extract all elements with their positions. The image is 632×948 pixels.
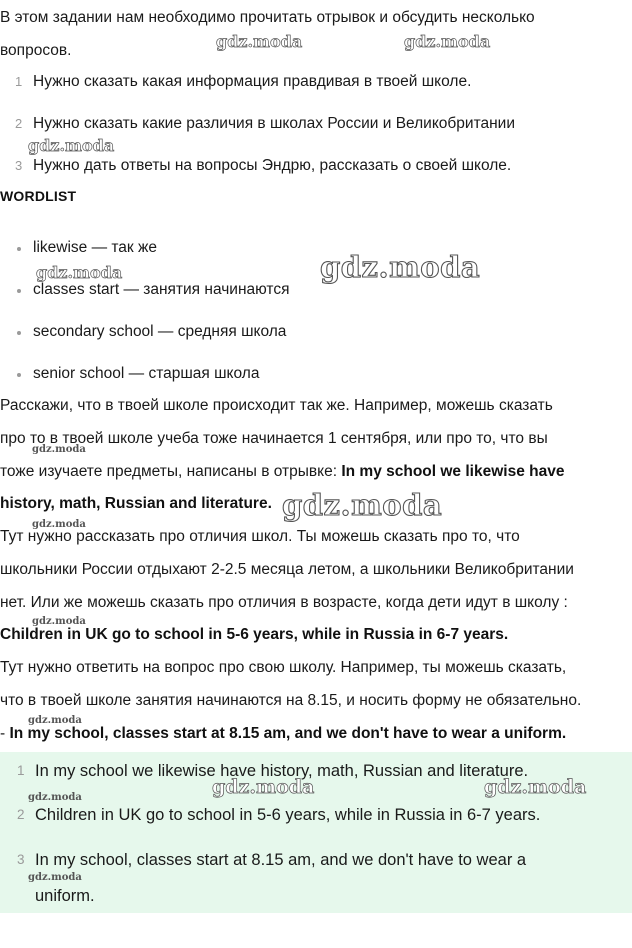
answer-number: 2 [17, 807, 25, 822]
watermark-logo: gdz.moda [32, 519, 86, 530]
watermark-logo: gdz.moda [32, 616, 86, 627]
bullet-icon [17, 373, 21, 377]
example-answer: history, math, Russian and literature. [0, 495, 272, 513]
intro-line: вопросов. [0, 41, 72, 59]
task-text: Нужно дать ответы на вопросы Эндрю, рассказать о своей школе. [33, 157, 512, 174]
explanation-line: школьники России отдыхают 2-2.5 месяца летом, а школьники Великобритании [0, 560, 574, 578]
explanation-line [0, 456, 630, 489]
example-answer: In my school, classes start at 8.15 am, and we don't have to wear a uniform. [9, 724, 567, 742]
answer-text: Children in UK go to school in 5-6 years, while in Russia in 6-7 years. [35, 806, 541, 824]
watermark-logo: gdz.moda [320, 250, 481, 284]
example-answer: In my school we likewise have [341, 462, 565, 480]
answer-text: uniform. [35, 887, 95, 905]
explanation-line: Тут нужно ответить на вопрос про свою школу. Например, ты можешь сказать, [0, 659, 567, 676]
answers-block [0, 752, 632, 913]
task-number: 3 [15, 158, 23, 173]
intro-paragraph [0, 2, 630, 68]
explanation-line: Тут нужно рассказать про отличия школ. Ты можешь сказать про то, что [0, 528, 520, 545]
task-text: Нужно сказать какие различия в школах России и Великобритании [33, 115, 515, 132]
explanation-paragraph-1 [0, 390, 630, 521]
explanation-line [0, 619, 630, 652]
watermark-logo: gdz.moda [28, 136, 115, 155]
watermark-logo: gdz.moda [28, 872, 82, 883]
answer-number: 1 [17, 763, 25, 778]
watermark-logo: gdz.moda [212, 776, 315, 798]
watermark-logo: gdz.moda [216, 32, 303, 51]
task-text: Нужно сказать какая информация правдивая в твоей школе. [33, 73, 472, 90]
wordlist-text: senior school — старшая школа [33, 365, 260, 382]
task-number: 1 [15, 74, 23, 89]
task-number: 2 [15, 116, 23, 131]
explanation-line: что в твоей школе занятия начинаются на 8.15, и носить форму не обязательно. [0, 691, 582, 709]
explanation-line: про то в твоей школе учеба тоже начинается 1 сентября, или про то, что вы [0, 429, 548, 447]
explanation-paragraph-3 [0, 652, 630, 750]
answer-text: In my school we likewise have history, math, Russian and literature. [35, 762, 529, 780]
answer-number: 3 [17, 852, 25, 867]
answer-text: In my school, classes start at 8.15 am, and we don't have to wear a [35, 851, 527, 869]
explanation-line: нет. Или же можешь сказать про отличия в возрасте, когда дети идут в школу : [0, 593, 568, 611]
explanation-line [0, 718, 630, 751]
watermark-logo: gdz.moda [484, 776, 587, 798]
explanation-paragraph-2 [0, 521, 630, 652]
bullet-icon [17, 289, 21, 293]
wordlist-text: secondary school — средняя школа [33, 323, 287, 340]
watermark-logo: gdz.moda [32, 444, 86, 455]
watermark-logo: gdz.moda [404, 32, 491, 51]
explanation-line [0, 488, 630, 521]
watermark-logo: gdz.moda [28, 715, 82, 726]
bullet-icon [17, 247, 21, 251]
explanation-text: тоже изучаете предметы, написаны в отрывке: [0, 462, 342, 480]
wordlist-text: classes start — занятия начинаются [33, 281, 290, 298]
wordlist-text: likewise — так же [33, 239, 157, 256]
explanation-line: Расскажи, что в твоей школе происходит так же. Например, можешь сказать [0, 397, 553, 414]
wordlist-heading: WORDLIST [0, 188, 77, 204]
watermark-logo: gdz.moda [28, 792, 82, 803]
example-answer: Children in UK go to school in 5-6 years, while in Russia in 6-7 years. [0, 626, 509, 644]
intro-line: В этом задании нам необходимо прочитать отрывок и обсудить несколько [0, 9, 535, 26]
watermark-logo: gdz.moda [36, 263, 123, 282]
bullet-icon [17, 331, 21, 335]
watermark-logo: gdz.moda [282, 488, 443, 522]
dash-prefix: - [0, 724, 10, 742]
